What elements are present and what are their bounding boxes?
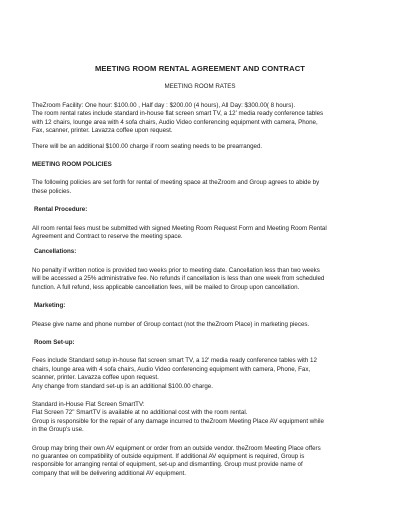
marketing-text: Please give name and phone number of Group contact (not the theZroom Place) in marketing pieces. — [32, 320, 310, 328]
rental-procedure-heading: Rental Procedure: — [34, 206, 88, 214]
av-line: Group may bring their own AV equipment or order from an outside vendor. theZroom Meeting Place offers — [32, 444, 321, 452]
setup-line: chairs, lounge area with 4 sofa chairs, Audio Video conferencing equipment with camera, Phone, Fax, — [32, 365, 311, 373]
cancel-line: will be accessed a 25% administrative fee. No refunds if cancellation is less than one week from scheduled — [32, 275, 325, 283]
tv-line: in the Group's use. — [32, 426, 84, 434]
rental-line: Agreement and Contract to reserve the meeting space. — [32, 233, 183, 241]
av-equipment-text — [32, 445, 368, 479]
av-line: no guarantee on compatibility of outside equipment. If additional AV equipment is required, Group is — [32, 452, 305, 460]
tv-line: Flat Screen 72" SmartTV is available at no additional cost with the room rental. — [32, 409, 248, 417]
rental-line: All room rental fees must be submitted with signed Meeting Room Request Form and Meeting Room Rental — [32, 224, 327, 232]
rates-subtitle: MEETING ROOM RATES — [164, 83, 236, 90]
room-setup-heading: Room Set-up: — [34, 338, 75, 346]
cancel-line: function. A full refund, less applicable cancellation fees, will be mailed to Group upon cancellation. — [32, 283, 300, 291]
smart-tv-text — [32, 401, 368, 435]
av-line: responsible for arranging rental of equipment, set-up and dismantling. Group must provide name of — [32, 461, 303, 469]
policies-intro-line: these policies. — [32, 187, 72, 195]
setup-line: Fees include Standard setup in-house flat screen smart TV, a 12' media ready conference tables with 12 — [32, 357, 317, 365]
room-setup-text — [32, 357, 368, 391]
av-line: company that will be delivering additional AV equipment. — [32, 469, 186, 477]
cancellations-heading: Cancellations: — [34, 248, 77, 256]
rates-line: TheZroom Facility: One hour: $100.00 , Half day : $200.00 (4 hours), All Day: $300.00( 8 hours). — [32, 102, 296, 109]
cancellations-text — [32, 267, 368, 292]
cancel-line: No penalty if written notice is provided two weeks prior to meeting date. Cancellation less than two weeks — [32, 266, 320, 274]
setup-line: scanner, printer. Lavazza coffee upon request. — [32, 374, 159, 382]
policies-heading: MEETING ROOM POLICIES — [32, 161, 112, 169]
rental-procedure-text — [32, 225, 368, 242]
rates-paragraph — [32, 102, 368, 136]
rates-line: Fax, scanner, printer. Lavazza coffee upon request. — [32, 127, 173, 135]
policies-intro — [32, 179, 368, 196]
tv-line: Standard in-House Flat Screen SmartTV: — [32, 400, 145, 408]
rates-line: The room rental rates include standard in-house flat screen smart TV, a 12' media ready conference tables — [32, 110, 324, 118]
tv-line: Group is responsible for the repair of any damage incurred to theZroom Meeting Place AV equipment while — [32, 417, 324, 425]
policies-intro-line: The following policies are set forth for rental of meeting space at theZroom and Group agrees to abide by — [32, 179, 320, 187]
rates-line: with 12 chairs, lounge area with 4 sofa chairs, Audio Video conferencing equipment with camera, Phone, — [32, 118, 318, 126]
document-title: MEETING ROOM RENTAL AGREEMENT AND CONTRACT — [94, 64, 306, 73]
rearrange-note: There will be an additional $100.00 charge if room seating needs to be prearranged. — [32, 142, 263, 150]
marketing-heading: Marketing: — [34, 302, 66, 310]
setup-line: Any change from standard set-up is an additional $100.00 charge. — [32, 382, 213, 390]
